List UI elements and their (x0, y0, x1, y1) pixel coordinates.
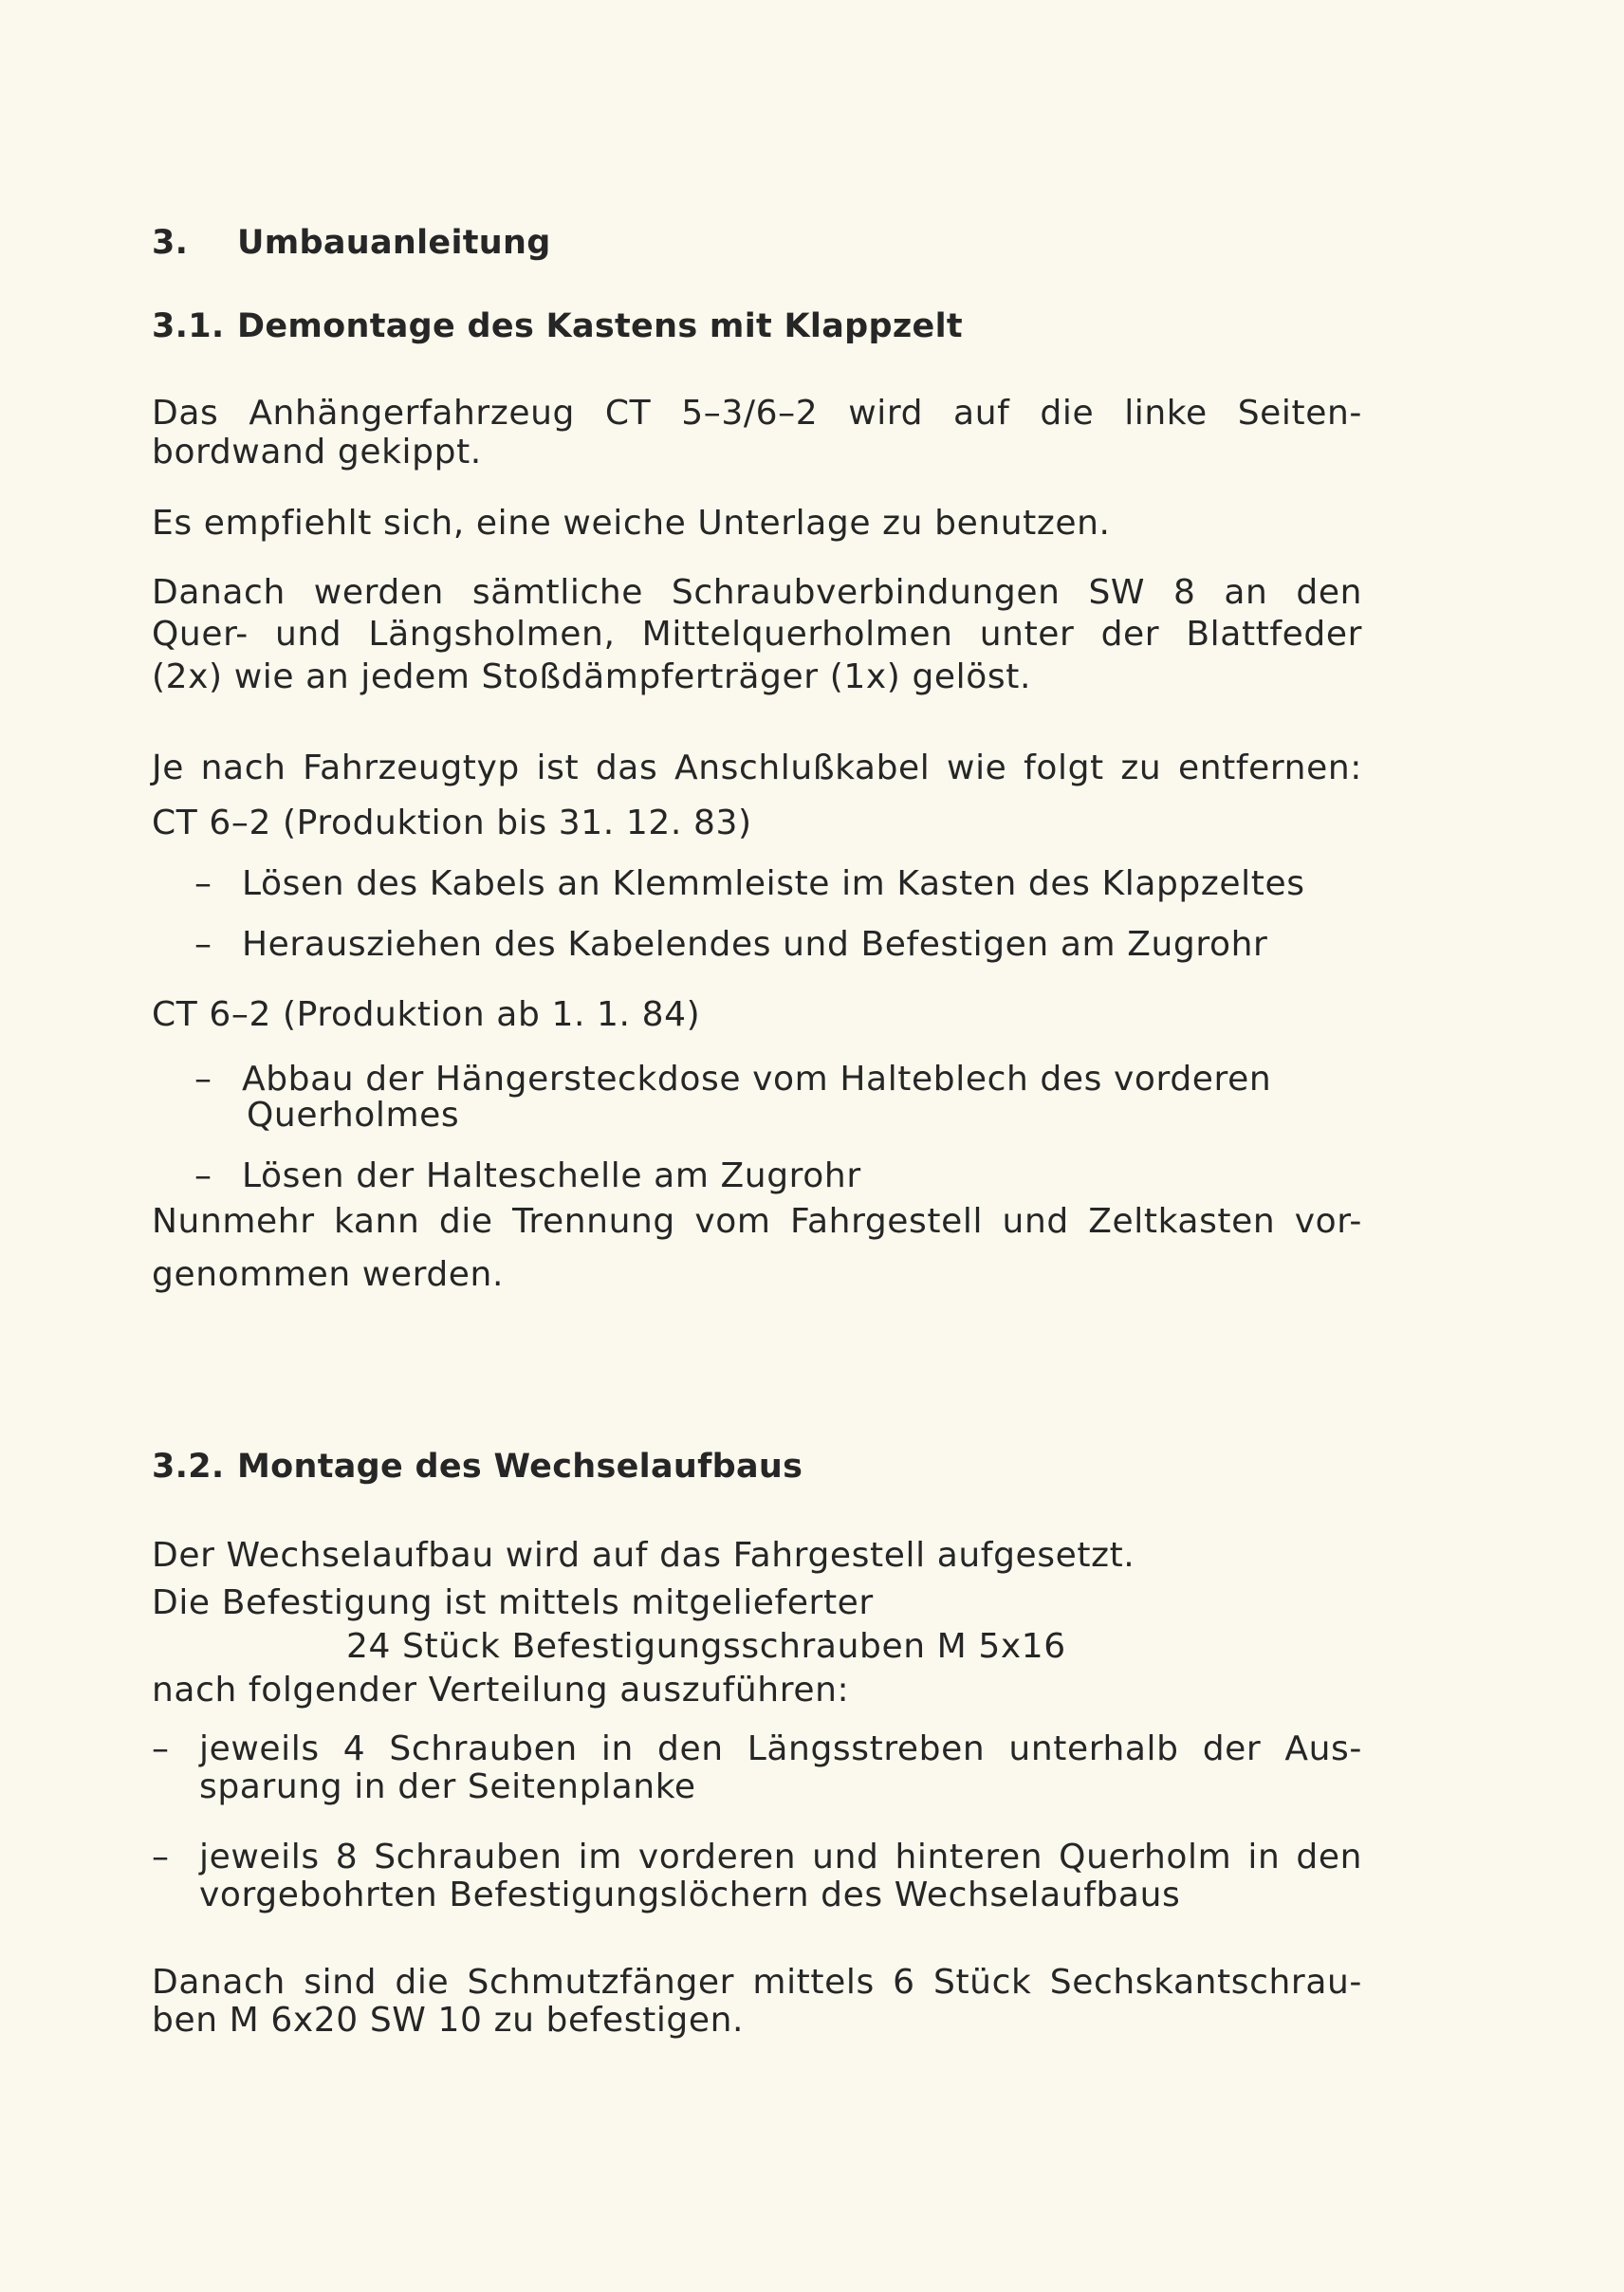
section-number: 3. (152, 224, 189, 262)
list-item-text: Lösen des Kabels an Klemmleiste im Kasten des Klappzeltes (242, 864, 1305, 903)
list-item-text: Herausziehen des Kabelendes und Befestigen am Zugrohr (242, 925, 1268, 964)
paragraph-line: Es empfiehlt sich, eine weiche Unterlage zu benutzen. (152, 504, 1111, 543)
list-item (194, 863, 1305, 905)
subsection-title: Montage des Wechselaufbaus (237, 1448, 803, 1486)
list-item-continuation: Querholmes (247, 1096, 460, 1135)
list-item (152, 1728, 1362, 1770)
dash-bullet: – (194, 1156, 212, 1195)
paragraph-line: Das Anhängerfahrzeug CT 5–3/6–2 wird auf die linke Seiten- (152, 394, 1362, 433)
list-item (152, 1837, 1362, 1878)
dash-bullet: – (194, 864, 212, 903)
list-item (194, 924, 1267, 966)
paragraph-line: Der Wechselaufbau wird auf das Fahrgestell aufgesetzt. (152, 1536, 1135, 1575)
paragraph-line: Je nach Fahrzeugtyp ist das Anschlußkabel wie folgt zu entfernen: (152, 749, 1362, 787)
list-item-continuation: vorgebohrten Befestigungslöchern des Wechselaufbaus (199, 1876, 1181, 1914)
section-title: Umbauanleitung (237, 224, 551, 262)
paragraph-line: genommen werden. (152, 1255, 505, 1294)
dash-bullet: – (152, 1838, 170, 1876)
list-item-text: Lösen der Halteschelle am Zugrohr (242, 1156, 861, 1195)
section-heading (152, 222, 551, 264)
paragraph-line: Danach sind die Schmutzfänger mittels 6 Stück Sechskantschrau- (152, 1963, 1362, 2002)
subsection-number: 3.1. (152, 307, 225, 345)
paragraph-line: ben M 6x20 SW 10 zu befestigen. (152, 2001, 745, 2040)
list-item-continuation: sparung in der Seitenplanke (199, 1767, 696, 1806)
vehicle-type-label: CT 6–2 (Produktion bis 31. 12. 83) (152, 804, 752, 842)
subsection-heading-3-2 (152, 1446, 803, 1488)
list-item-text: jeweils 4 Schrauben in den Längsstreben unterhalb der Aus- (199, 1729, 1362, 1768)
list-item-text: Abbau der Hängersteckdose vom Halteblech des vorderen (242, 1060, 1272, 1099)
paragraph-line: Die Befestigung ist mittels mitgelieferter (152, 1583, 874, 1622)
subsection-heading-3-1 (152, 305, 963, 347)
paragraph-line: Quer- und Längsholmen, Mittelquerholmen unter der Blattfeder (152, 615, 1362, 654)
paragraph-line: 24 Stück Befestigungsschrauben M 5x16 (346, 1627, 1066, 1666)
dash-bullet: – (194, 925, 212, 964)
paragraph-line: bordwand gekippt. (152, 433, 482, 471)
subsection-title: Demontage des Kastens mit Klappzelt (237, 307, 963, 345)
list-item (194, 1155, 861, 1197)
dash-bullet: – (152, 1729, 170, 1768)
paragraph-line: Danach werden sämtliche Schraubverbindungen SW 8 an den (152, 573, 1362, 612)
vehicle-type-label: CT 6–2 (Produktion ab 1. 1. 84) (152, 995, 701, 1034)
subsection-number: 3.2. (152, 1448, 225, 1486)
paragraph-line: nach folgender Verteilung auszuführen: (152, 1671, 850, 1710)
paragraph-line: Nunmehr kann die Trennung vom Fahrgestell und Zeltkasten vor- (152, 1202, 1362, 1241)
dash-bullet: – (194, 1060, 212, 1099)
paragraph-line: (2x) wie an jedem Stoßdämpferträger (1x) gelöst. (152, 657, 1031, 696)
list-item-text: jeweils 8 Schrauben im vorderen und hinteren Querholm in den (199, 1838, 1362, 1876)
